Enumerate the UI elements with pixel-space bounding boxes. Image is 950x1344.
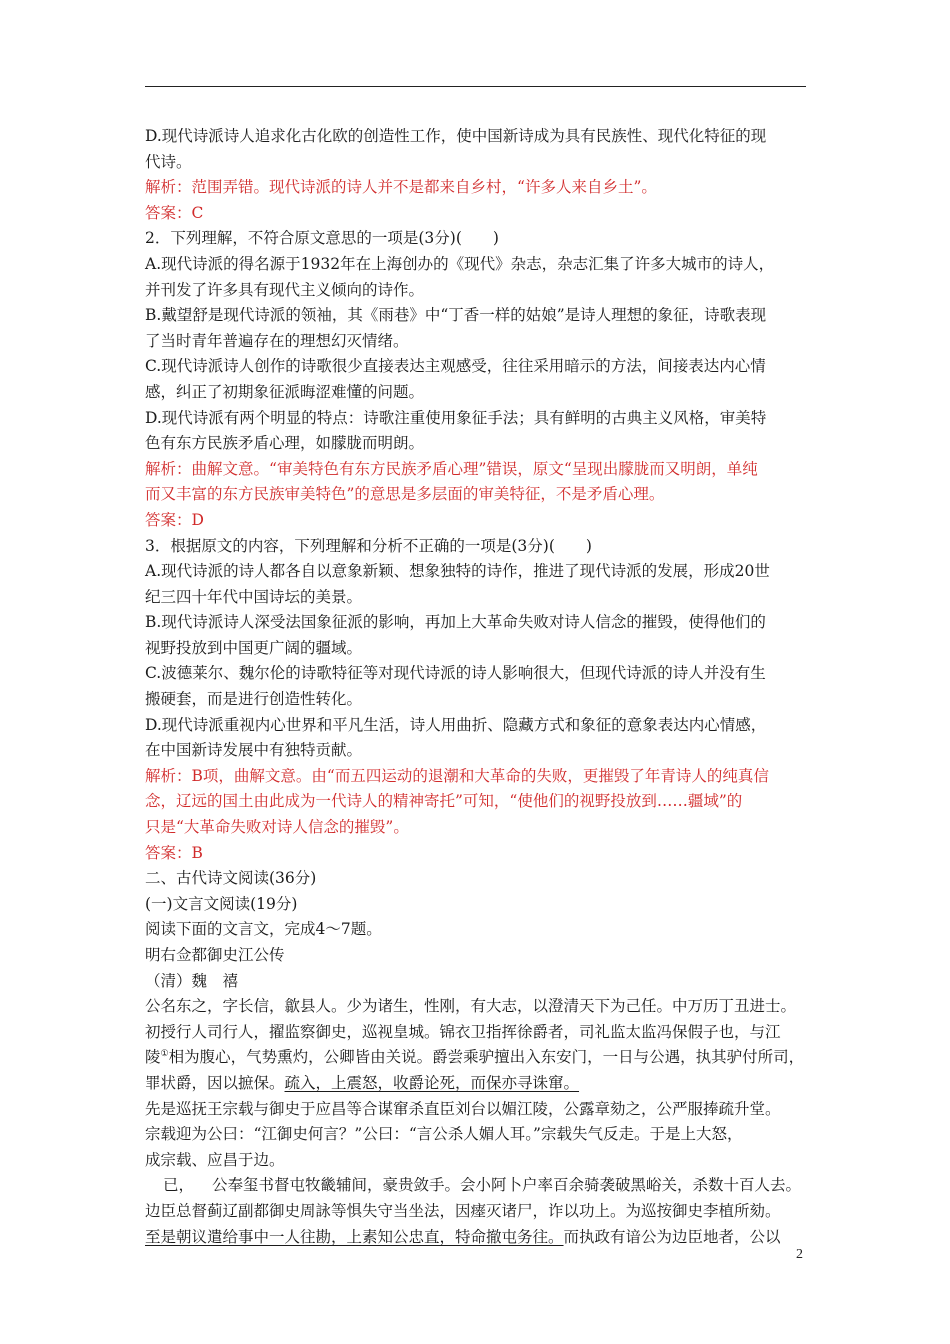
footnote-marker: ① (160, 1049, 169, 1060)
analysis-line: 而又丰富的东方民族审美特色”的意思是多层面的审美特征，不是矛盾心理。 (145, 485, 665, 504)
passage-line: 成宗载、应昌于边。 (145, 1150, 285, 1169)
answer-label: 答案： (145, 203, 192, 222)
section-heading: 二、古代诗文阅读(36分) (145, 869, 317, 888)
option-line: 色有东方民族矛盾心理，如朦胧而明朗。 (145, 434, 425, 453)
answer-line (145, 508, 815, 534)
option-line: C.现代诗派诗人创作的诗歌很少直接表达主观感受，往往采用暗示的方法，间接表达内心情 (145, 357, 766, 376)
option-line: D.现代诗派重视内心世界和平凡生活，诗人用曲折、隐藏方式和象征的意象表达内心情感， (145, 715, 767, 734)
passage-line: 公名东之，字长信，歙县人。少为诸生，性刚，有大志，以澄清天下为己任。中万历丁丑进士。 (145, 997, 797, 1016)
passage-line (145, 1071, 815, 1097)
passage-text: 已， (163, 1176, 195, 1195)
analysis-label: 解析： (145, 178, 192, 197)
analysis-text: 曲解文意。“审美特色有东方民族矛盾心理”错误，原文“呈现出朦胧而又明朗，单纯 (191, 459, 758, 478)
passage-text: 公奉玺书督屯牧畿辅间，豪贵敛手。会小阿卜户率百余骑袭破黑峪关，杀数十百人去。 (212, 1176, 802, 1195)
passage-text: 罪状爵，因以摭保。 (145, 1073, 285, 1092)
question-line: 2．下列理解，不符合原文意思的一项是(3分)( ) (145, 229, 499, 248)
option-line: A.现代诗派的诗人都各自以意象新颖、想象独特的诗作，推进了现代诗派的发展，形成20世 (145, 562, 770, 581)
passage-author: （清）魏 禧 (145, 971, 239, 990)
passage-text: 而执政有谙公为边臣地者，公以 (563, 1227, 781, 1246)
passage-line (145, 1225, 815, 1251)
option-line: D.现代诗派有两个明显的特点：诗歌注重使用象征手法；具有鲜明的古典主义风格，审美特 (145, 408, 767, 427)
passage-title: 明右佥都御史江公传 (145, 946, 285, 964)
passage-line: 先是巡抚王宗载与御史于应昌等合谋窜杀直臣刘台以媚江陵，公露章劾之，公严服捧疏升堂。 (145, 1099, 781, 1118)
analysis-line (145, 764, 815, 790)
passage-line: 宗载迎为公曰：“江御史何言？”公曰：“言公杀人媚人耳。”宗载失气反走。于是上大怒， (145, 1125, 743, 1144)
option-line: 搬硬套，而是进行创造性转化。 (145, 690, 363, 709)
subsection-heading: (一)文言文阅读(19分) (145, 894, 298, 913)
instruction-line: 阅读下面的文言文，完成4～7题。 (145, 920, 382, 939)
text-line: 代诗。 (145, 152, 192, 171)
analysis-text: B项，曲解文意。由“而五四运动的退潮和大革命的失败，更摧毁了年青诗人的纯真信 (191, 766, 769, 785)
analysis-line (145, 457, 815, 483)
text-line: D.现代诗派诗人追求化古化欧的创造性工作，使中国新诗成为具有民族性、现代化特征的现 (145, 127, 767, 145)
answer-value: C (191, 203, 204, 222)
option-line: 在中国新诗发展中有独特贡献。 (145, 741, 363, 760)
option-line: A.现代诗派的得名源于1932年在上海创办的《现代》杂志，杂志汇集了许多大城市的诗人， (145, 254, 775, 273)
analysis-line (145, 175, 815, 201)
passage-line (145, 1173, 815, 1199)
underlined-sentence: 疏入，上震怒，收爵论死，而保亦寻诛窜。 (284, 1073, 580, 1092)
analysis-label: 解析： (145, 459, 192, 478)
page-number: 2 (796, 1247, 803, 1262)
option-line: 视野投放到中国更广阔的疆域。 (145, 638, 363, 657)
option-line: B.戴望舒是现代诗派的领袖，其《雨巷》中“丁香一样的姑娘”是诗人理想的象征，诗歌表现 (145, 306, 767, 325)
answer-line (145, 201, 815, 227)
passage-text: 陵 (145, 1048, 161, 1067)
option-line: 纪三四十年代中国诗坛的美景。 (145, 587, 363, 606)
analysis-label: 解析： (145, 766, 192, 785)
answer-label: 答案： (145, 843, 192, 862)
answer-line (145, 841, 815, 867)
option-line: 感，纠正了初期象征派晦涩难懂的问题。 (145, 382, 425, 401)
option-line: 了当时青年普遍存在的理想幻灭情绪。 (145, 331, 409, 350)
underlined-sentence: 至是朝议遣给事中一人往勘，上素知公忠直，特命撤屯务往。 (145, 1227, 564, 1246)
passage-line: 初授行人司行人，擢监察御史，巡视皇城。锦衣卫指挥徐爵者，司礼监太监冯保假子也，与江 (145, 1022, 781, 1041)
analysis-text: 范围弄错。现代诗派的诗人并不是都来自乡村，“许多人来自乡土”。 (191, 178, 657, 197)
answer-label: 答案： (145, 510, 192, 529)
analysis-line: 念，辽远的国土由此成为一代诗人的精神寄托”可知，“使他们的视野投放到……疆域”的 (145, 792, 743, 811)
option-line: B.现代诗派诗人深受法国象征派的影响，再加上大革命失败对诗人信念的摧毁，使得他们的 (145, 613, 766, 632)
answer-value: B (191, 843, 203, 862)
option-line: 并刊发了许多具有现代主义倾向的诗作。 (145, 280, 425, 299)
analysis-line: 只是“大革命失败对诗人信念的摧毁”。 (145, 818, 409, 837)
passage-text: 相为腹心，气势熏灼，公卿皆由关说。爵尝乘驴擅出入东安门，一日与公遇，执其驴付所司， (168, 1048, 805, 1067)
question-line: 3．根据原文的内容，下列理解和分析不正确的一项是(3分)( ) (145, 536, 592, 555)
option-line: C.波德莱尔、魏尔伦的诗歌特征等对现代诗派的诗人影响很大，但现代诗派的诗人并没有生 (145, 664, 766, 683)
header-rule (145, 86, 806, 87)
passage-line: 边臣总督蓟辽副都御史周詠等惧失守当坐法，因瘗灭诸尸，诈以功上。为巡按御史李植所劾。 (145, 1201, 781, 1220)
passage-line (145, 1045, 815, 1071)
answer-value: D (191, 510, 204, 529)
page-body (145, 124, 815, 1250)
